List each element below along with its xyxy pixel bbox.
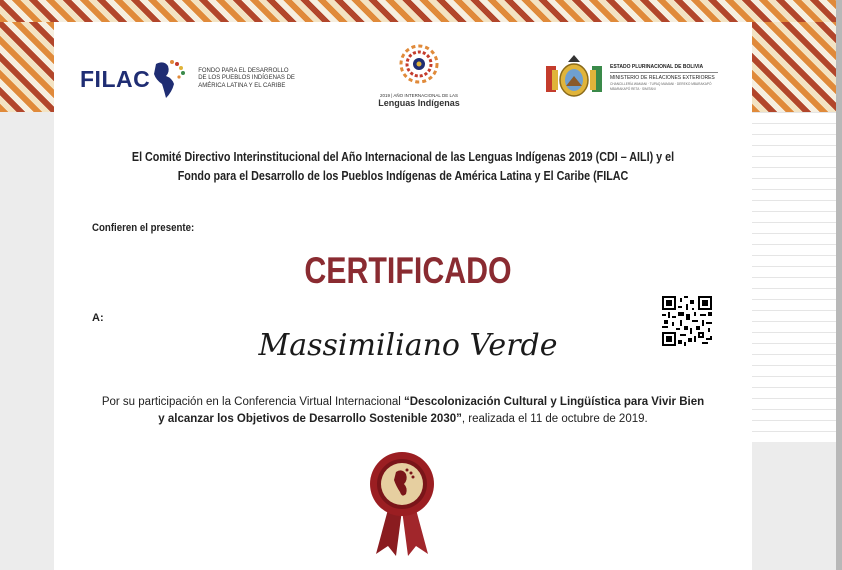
divider — [610, 72, 718, 73]
intro-line-1: El Comité Directivo Interinstitucional del Año Internacional de las Lenguas Indígenas 2019 (CDI – AILI) y el — [131, 150, 675, 164]
certificate-page — [54, 22, 752, 570]
participation-post: , realizada el 11 de octubre de 2019. — [461, 413, 648, 425]
filac-logo — [80, 56, 298, 102]
recipient-name: Massimiliano Verde — [258, 328, 558, 363]
certificate-title: CERTIFICADO — [304, 250, 512, 291]
decorative-left-band — [0, 22, 54, 112]
scrollbar-track[interactable] — [836, 0, 842, 570]
ministry-name: MINISTERIO DE RELACIONES EXTERIORES — [610, 74, 715, 81]
year-logo-big-text: Lenguas Indígenas — [378, 98, 460, 108]
ministry-subtitle-1: CHANCILLERÍA WAMANI · TUPAQ MAMANI · DEREKO MBARAKAPÓ — [610, 81, 712, 86]
confieren-label: Confieren el presente: — [92, 222, 195, 234]
ministry-subtitle-2: MBARAKAPÓ RETA · SIMITANI — [610, 86, 656, 91]
filac-description: FONDO PARA EL DESARROLLO DE LOS PUEBLOS INDÍGENAS DE AMÉRICA LATINA Y EL CARIBE — [198, 67, 295, 89]
wax-seal-ribbon-icon — [362, 450, 442, 560]
participation-text — [54, 394, 752, 428]
decorative-right-band — [752, 22, 842, 112]
bolivia-ministry-logo — [544, 52, 718, 102]
filac-wordmark: FILAC — [80, 65, 151, 92]
year-logo-small-text: 2019 | AÑO INTERNACIONAL DE LAS — [379, 93, 459, 98]
decorative-top-band — [0, 0, 842, 22]
decorative-stripes — [752, 112, 842, 442]
intro-line-2: Fondo para el Desarrollo de los Pueblos Indígenas de América Latina y El Caribe (FILAC — [177, 169, 629, 183]
year-indigenous-languages-logo — [374, 42, 464, 108]
bolivia-state-name: ESTADO PLURINACIONAL DE BOLIVIA — [610, 63, 704, 70]
conference-name-line-1: “Descolonización Cultural y Lingüística para Vivir Bien — [404, 396, 705, 408]
americas-map-icon — [146, 56, 192, 102]
bolivia-coat-of-arms-icon — [544, 52, 604, 102]
bolivia-text — [610, 64, 718, 91]
recipient-label: A: — [92, 312, 104, 324]
conference-name-line-2: y alcanzar los Objetivos de Desarrollo Sostenible 2030” — [158, 413, 462, 425]
languages-emblem-icon — [399, 42, 439, 86]
intro-paragraph — [103, 148, 703, 186]
participation-pre: Por su participación en la Conferencia Virtual Internacional — [101, 396, 404, 408]
